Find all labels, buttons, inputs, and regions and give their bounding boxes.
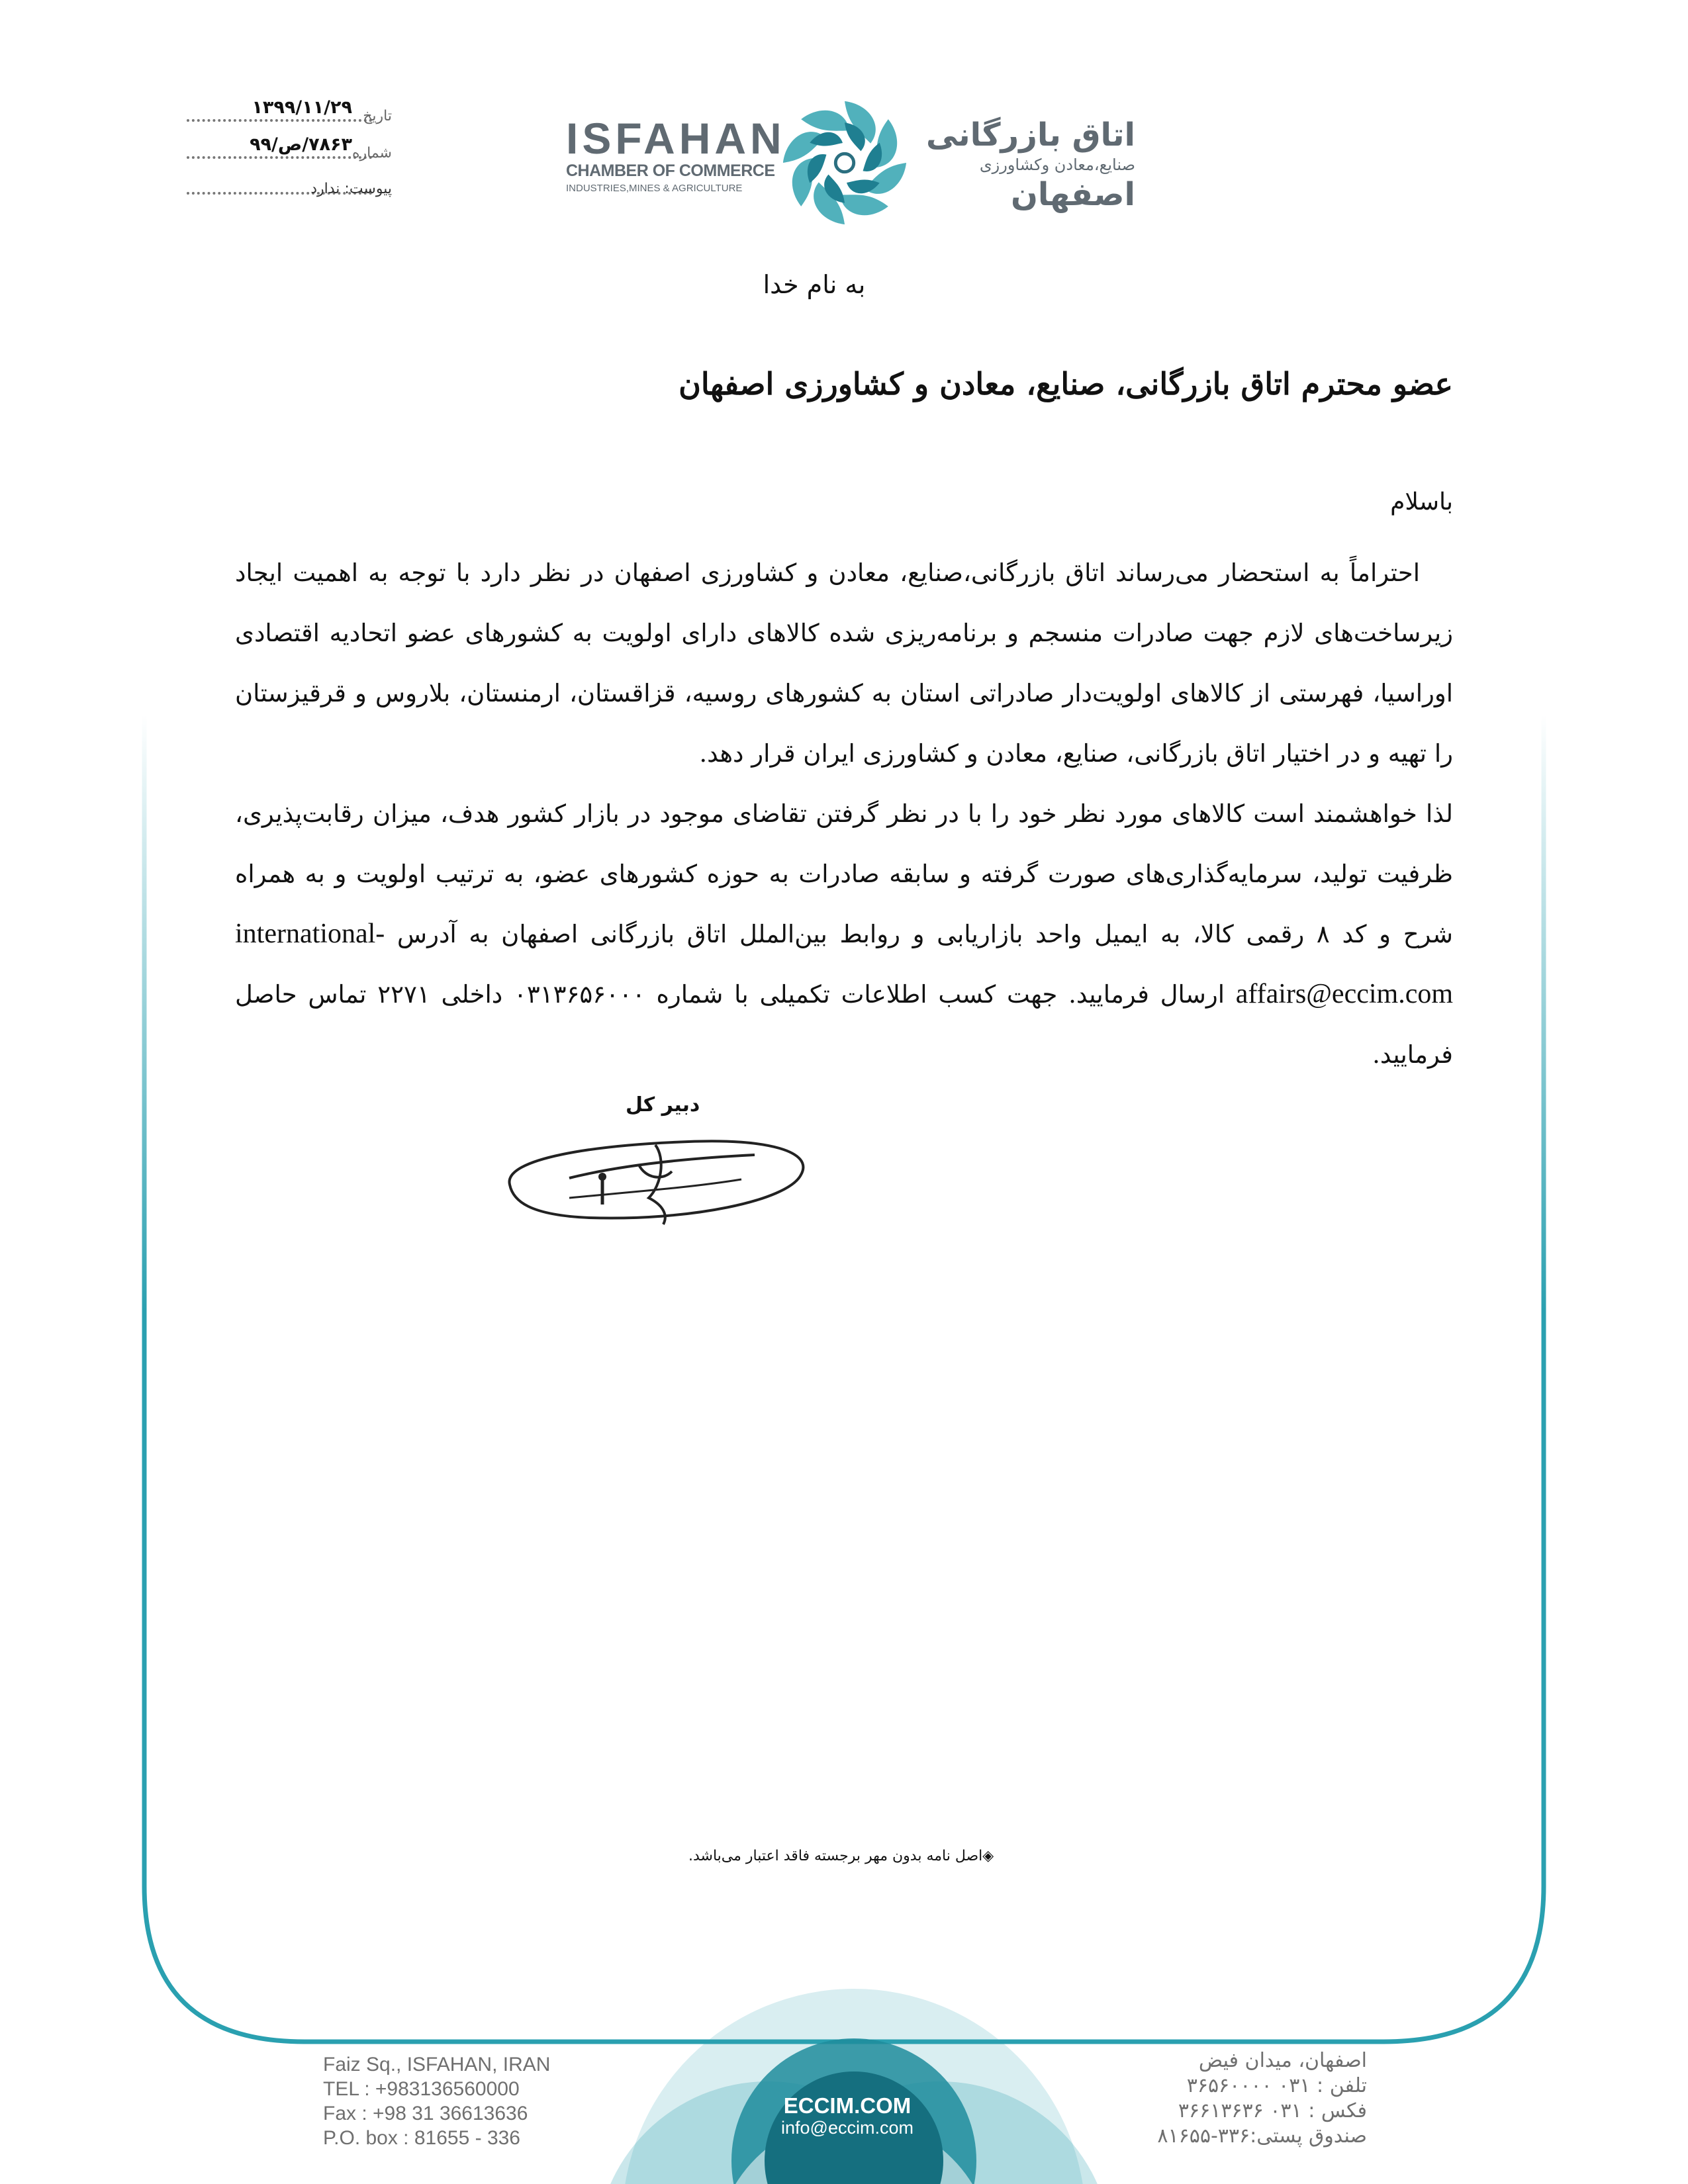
logo-english [566, 114, 786, 196]
footnote-text: اصل نامه بدون مهر برجسته فاقد اعتبار می‌باشد. [688, 1848, 983, 1864]
signature-icon [490, 1118, 821, 1231]
logo-persian [917, 116, 1135, 213]
footer-fa-fax: فکس : ۰۳۱ ۳۶۶۱۳۶۳۶ [1178, 2099, 1367, 2122]
footer-contact-en [323, 2052, 550, 2150]
footer-fa-address: اصفهان، میدان فیض [1198, 2049, 1367, 2072]
salutation: باسلام [1390, 488, 1453, 516]
chamber-emblem-icon [780, 98, 910, 228]
number-value: ۷۸۶۳/ص/۹۹ [250, 134, 352, 155]
attachment-row [187, 165, 392, 199]
logo-fa-line1: اتاق بازرگانی [926, 116, 1135, 154]
diamond-icon: ◈ [982, 1848, 994, 1864]
footer-en-fax: Fax : +98 31 36613636 [323, 2103, 528, 2124]
email-address: international-affairs@eccim.com [235, 919, 1453, 1009]
date-value: ۱۳۹۹/۱۱/۲۹ [252, 97, 352, 118]
footer-website [755, 2094, 940, 2138]
footer-en-tel: TEL : +983136560000 [323, 2078, 520, 2100]
footer-emblem [569, 1942, 1139, 2184]
attachment-label: پیوست: ندارد [310, 181, 392, 197]
logo-fa-line2: صنایع،معادن وکشاورزی [979, 156, 1135, 174]
letter-body [235, 543, 1453, 1085]
date-row [187, 93, 392, 126]
basmala: به نام خدا [763, 270, 866, 299]
logo-subtitle: CHAMBER OF COMMERCE [566, 161, 775, 180]
website-link[interactable]: ECCIM.COM [783, 2093, 912, 2118]
signer-title: دبیر کل [626, 1093, 700, 1116]
logo-tagline: INDUSTRIES,MINES & AGRICULTURE [566, 183, 743, 194]
number-label: شماره [352, 145, 392, 161]
paragraph-1: احتراماً به استحضار می‌رساند اتاق بازرگانی،صنایع، معادن و کشاورزی اصفهان در نظر دارد با توجه به اهمیت ایجاد زیرساخت‌های لازم جهت صادرات منسجم و برنامه‌ریزی شده کالاهای دارای اولویت به کشورهای عضو اتحادیه اقتصادی اوراسیا، فهرستی از کالاهای اولویت‌دار صادراتی استان به کشورهای روسیه، قزاقستان، ارمنستان، بلاروس و قرقیزستان را تهیه و در اختیار اتاق بازرگانی، صنایع، معادن و کشاورزی ایران قرار دهد. [235, 559, 1453, 768]
footer-email-link[interactable]: info@eccim.com [781, 2118, 914, 2138]
paragraph-2-start: لذا خواهشمند است کالاهای مورد نظر خود را با در نظر گرفتن تقاضای موجود در بازار کشور هدف، میزان رقابت‌پذیری، ظرفیت تولید، سرمایه‌گذاری‌های صورت گرفته و سابقه صادرات به حوزه کشورهای عضو، به ترتیب اولویت و به همراه شرح و کد ۸ رقمی کالا، به ایمیل واحد بازاریابی و روابط بین‌الملل اتاق بازرگانی اصفهان به آدرس [235, 799, 1453, 948]
number-row [187, 130, 392, 163]
logo-fa-line3: اصفهان [1010, 176, 1135, 213]
footer-en-address: Faiz Sq., ISFAHAN, IRAN [323, 2054, 551, 2075]
validity-footnote [688, 1848, 994, 1864]
paragraph-2 [235, 784, 1453, 1085]
logo-title: ISFAHAN [566, 114, 786, 163]
addressee: عضو محترم اتاق بازرگانی، صنایع، معادن و کشاورزی اصفهان [679, 366, 1453, 402]
footer-en-pobox: P.O. box : 81655 - 336 [323, 2127, 520, 2149]
footer-contact-fa [1157, 2048, 1367, 2149]
date-label: تاریخ [363, 108, 392, 124]
paragraph-2-end: ارسال فرمایید. جهت کسب اطلاعات تکمیلی با شماره ۰۳۱۳۶۵۶۰۰۰ داخلی ۲۲۷۱ تماس حاصل فرمایید. [235, 980, 1453, 1069]
footer-fa-tel: تلفن : ۰۳۱ ۳۶۵۶۰۰۰۰ [1186, 2074, 1367, 2097]
footer-fa-pobox: صندوق پستی:۳۳۶-۸۱۶۵۵ [1157, 2124, 1367, 2148]
